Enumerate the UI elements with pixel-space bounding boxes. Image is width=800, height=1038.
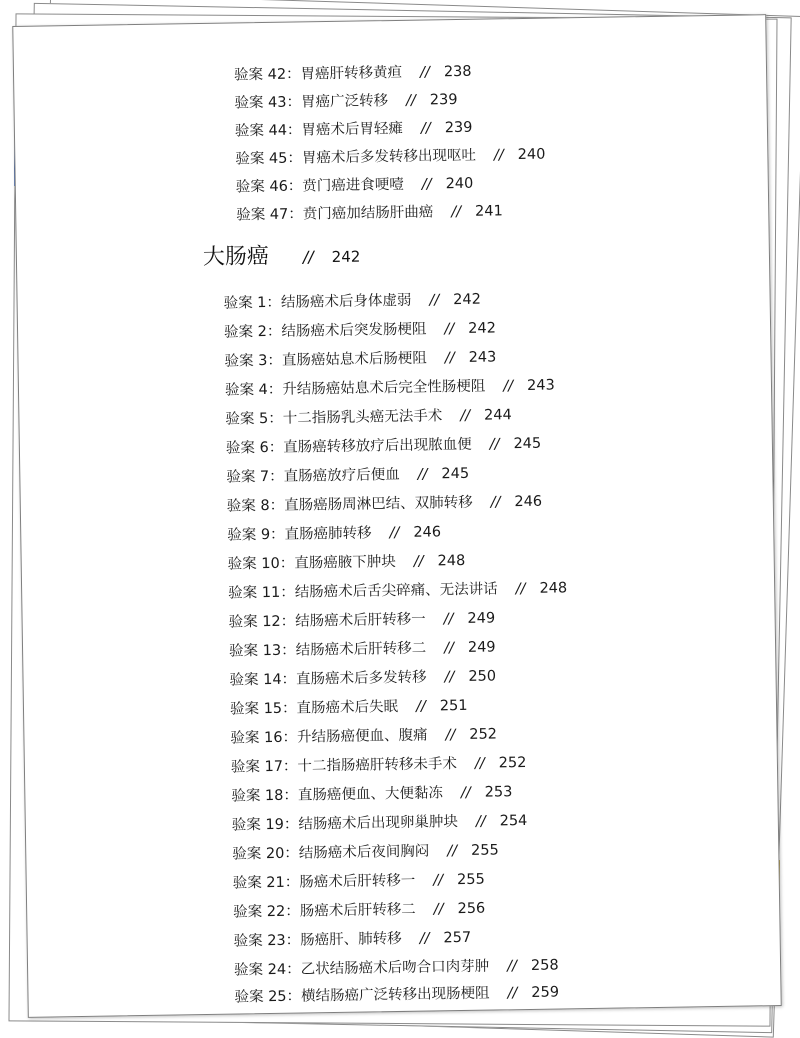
toc-entry[interactable] bbox=[232, 809, 528, 835]
toc-entry-label: 验案 2：结肠癌术后突发肠梗阻 bbox=[223, 321, 427, 341]
toc-entry[interactable] bbox=[235, 143, 545, 169]
toc-entry[interactable] bbox=[233, 926, 471, 951]
toc-entry-label: 验案 10：直肠癌腋下肿块 bbox=[227, 554, 396, 573]
toc-separator: // bbox=[444, 669, 455, 686]
toc-separator: // bbox=[475, 813, 486, 830]
toc-entry-label: 验案 46：贲门癌进食哽噎 bbox=[235, 176, 404, 196]
toc-separator: // bbox=[429, 292, 440, 309]
toc-entry[interactable] bbox=[226, 462, 469, 487]
toc-entry-page: 251 bbox=[439, 697, 468, 715]
toc-entry-label: 验案 14：直肠癌术后多发转移 bbox=[229, 669, 427, 689]
toc-entry[interactable] bbox=[231, 751, 527, 777]
toc-entry-label: 验案 3：直肠癌姑息术后肠梗阻 bbox=[224, 350, 427, 370]
toc-entry-label: 验案 17：十二指肠癌肝转移未手术 bbox=[230, 756, 458, 776]
toc-entry-label: 验案 22：肠癌术后肝转移二 bbox=[233, 901, 416, 921]
toc-entry-page: 249 bbox=[467, 639, 496, 656]
toc-entry[interactable] bbox=[234, 954, 559, 980]
toc-entry-page: 240 bbox=[517, 146, 546, 164]
toc-separator: // bbox=[417, 466, 428, 483]
toc-entry-label: 验案 25：横结肠癌广泛转移出现肠梗阻 bbox=[234, 985, 490, 1006]
section-heading[interactable] bbox=[203, 238, 361, 271]
toc-entry[interactable] bbox=[225, 374, 555, 400]
toc-separator: // bbox=[490, 494, 501, 511]
toc-separator: // bbox=[493, 147, 504, 164]
toc-entry[interactable] bbox=[233, 868, 485, 893]
toc-entry-label: 验案 44：胃癌术后胃轻瘫 bbox=[234, 120, 404, 140]
toc-entry[interactable] bbox=[231, 780, 512, 805]
toc-entry-page: 239 bbox=[429, 91, 458, 109]
toc-entry-page: 255 bbox=[470, 842, 499, 859]
toc-entry-page: 256 bbox=[457, 900, 486, 918]
toc-entry[interactable] bbox=[230, 722, 497, 747]
toc-separator: // bbox=[302, 247, 314, 267]
toc-entry[interactable] bbox=[235, 116, 473, 141]
toc-entry-label: 验案 43：胃癌广泛转移 bbox=[234, 93, 389, 112]
toc-entry-page: 253 bbox=[484, 784, 513, 801]
toc-entry-page: 244 bbox=[483, 407, 512, 424]
toc-entry-label: 验案 19：结肠癌术后出现卵巢肿块 bbox=[231, 814, 459, 834]
toc-entry[interactable] bbox=[236, 172, 474, 197]
toc-entry-label: 验案 6：直肠癌转移放疗后出现脓血便 bbox=[225, 436, 472, 457]
toc-entry[interactable] bbox=[234, 88, 457, 113]
toc-entry[interactable] bbox=[232, 838, 499, 863]
toc-separator: // bbox=[419, 64, 431, 81]
toc-entry[interactable] bbox=[228, 549, 466, 574]
toc-entry-page: 239 bbox=[444, 119, 473, 137]
toc-separator: // bbox=[451, 203, 462, 221]
toc-entry[interactable] bbox=[224, 345, 496, 370]
toc-entry-page: 252 bbox=[469, 726, 498, 743]
toc-entry[interactable] bbox=[227, 490, 543, 516]
toc-entry-page: 246 bbox=[514, 493, 543, 511]
toc-entry[interactable] bbox=[236, 199, 503, 224]
toc-separator: // bbox=[515, 580, 526, 598]
toc-entry-page: 249 bbox=[467, 610, 496, 627]
toc-entry[interactable] bbox=[234, 981, 559, 1007]
toc-separator: // bbox=[507, 958, 518, 975]
toc-separator: // bbox=[405, 92, 416, 109]
toc-separator: // bbox=[415, 698, 426, 715]
toc-entry-label: 验案 15：直肠癌术后失眠 bbox=[229, 699, 399, 718]
toc-separator: // bbox=[474, 755, 485, 772]
toc-entry-page: 252 bbox=[498, 754, 527, 772]
toc-entry-label: 验案 16：升结肠癌便血、腹痛 bbox=[230, 727, 428, 747]
toc-entry-label: 验案 1：结肠癌术后身体虚弱 bbox=[223, 292, 412, 312]
toc-separator: // bbox=[460, 407, 471, 424]
toc-entry-page: 243 bbox=[468, 349, 497, 366]
toc-entry-page: 242 bbox=[468, 320, 497, 337]
toc-entry-label: 验案 24：乙状结肠癌术后吻合口肉芽肿 bbox=[233, 958, 490, 979]
toc-entry-page: 238 bbox=[443, 63, 472, 81]
toc-separator: // bbox=[433, 872, 444, 889]
toc-separator: // bbox=[444, 640, 455, 657]
toc-entry-label: 验案 4：升结肠癌姑息术后完全性肠梗阻 bbox=[224, 378, 486, 399]
toc-entry[interactable] bbox=[226, 432, 542, 458]
toc-entry[interactable] bbox=[224, 316, 496, 341]
toc-entry-label: 验案 45：胃癌术后多发转移出现呕吐 bbox=[235, 147, 477, 168]
toc-entry-page: 250 bbox=[468, 668, 497, 685]
toc-entry-page: 248 bbox=[437, 552, 466, 570]
toc-separator: // bbox=[420, 120, 431, 137]
toc-entry-page: 243 bbox=[526, 377, 555, 394]
toc-entry[interactable] bbox=[223, 288, 481, 313]
toc-entry[interactable] bbox=[229, 635, 496, 660]
toc-entry-page: 245 bbox=[441, 465, 470, 483]
toc-separator: // bbox=[445, 727, 456, 744]
section-title: 大肠癌 bbox=[202, 243, 270, 271]
toc-entry[interactable] bbox=[228, 606, 495, 631]
toc-entry-label: 验案 42：胃癌肝转移黄疸 bbox=[233, 64, 403, 84]
toc-entry-label: 验案 7：直肠癌放疗后便血 bbox=[226, 466, 400, 486]
toc-entry-label: 验案 12：结肠癌术后肝转移一 bbox=[228, 611, 426, 631]
toc-entry[interactable] bbox=[233, 897, 485, 922]
toc-entry[interactable] bbox=[228, 576, 567, 602]
toc-separator: // bbox=[389, 524, 400, 542]
toc-separator: // bbox=[419, 930, 430, 947]
toc-entry-label: 验案 18：直肠癌便血、大便黏冻 bbox=[231, 785, 444, 805]
toc-separator: // bbox=[489, 436, 500, 453]
toc-entry-label: 验案 47：贲门癌加结肠肝曲癌 bbox=[236, 204, 434, 224]
toc-separator: // bbox=[503, 378, 514, 395]
section-page: 242 bbox=[331, 247, 361, 266]
toc-entry-label: 验案 23：肠癌肝、肺转移 bbox=[233, 930, 402, 950]
toc-entry[interactable] bbox=[225, 403, 512, 428]
toc-entry-label: 验案 8：直肠癌肠周淋巴结、双肺转移 bbox=[226, 494, 473, 515]
toc-separator: // bbox=[433, 901, 444, 918]
toc-separator: // bbox=[507, 985, 518, 1002]
document-page bbox=[12, 14, 781, 1018]
toc-separator: // bbox=[460, 784, 471, 802]
toc-entry-label: 验案 9：直肠癌肺转移 bbox=[227, 525, 372, 544]
toc-entry[interactable] bbox=[229, 664, 496, 689]
toc-entry-page: 258 bbox=[530, 957, 559, 974]
toc-entry-page: 246 bbox=[413, 524, 442, 541]
toc-separator: // bbox=[444, 350, 455, 367]
toc-separator: // bbox=[447, 843, 458, 860]
toc-separator: // bbox=[421, 176, 432, 193]
toc-entry-label: 验案 13：结肠癌术后肝转移二 bbox=[228, 640, 427, 660]
toc-entry-page: 245 bbox=[513, 435, 542, 453]
toc-separator: // bbox=[413, 553, 424, 570]
toc-entry-page: 254 bbox=[499, 812, 528, 830]
toc-separator: // bbox=[443, 611, 454, 628]
toc-entry-page: 248 bbox=[539, 580, 568, 597]
toc-entry-page: 259 bbox=[531, 984, 560, 1001]
toc-entry-label: 验案 20：结肠癌术后夜间胸闷 bbox=[232, 843, 430, 863]
toc-entry-page: 240 bbox=[445, 175, 474, 193]
toc-entry-label: 验案 21：肠癌术后肝转移一 bbox=[232, 872, 416, 892]
toc-entry[interactable] bbox=[230, 694, 468, 719]
toc-entry[interactable] bbox=[234, 60, 472, 85]
toc-entry[interactable] bbox=[227, 520, 441, 544]
toc-entry-label: 验案 5：十二指肠乳头癌无法手术 bbox=[225, 408, 443, 428]
toc-entry-page: 242 bbox=[453, 291, 482, 309]
toc-separator: // bbox=[444, 321, 455, 338]
toc-entry-page: 241 bbox=[474, 203, 503, 220]
toc-entry-page: 255 bbox=[456, 871, 485, 889]
toc-entry-page: 257 bbox=[443, 929, 472, 947]
toc-entry-label: 验案 11：结肠癌术后舌尖碎痛、无法讲话 bbox=[228, 581, 498, 602]
